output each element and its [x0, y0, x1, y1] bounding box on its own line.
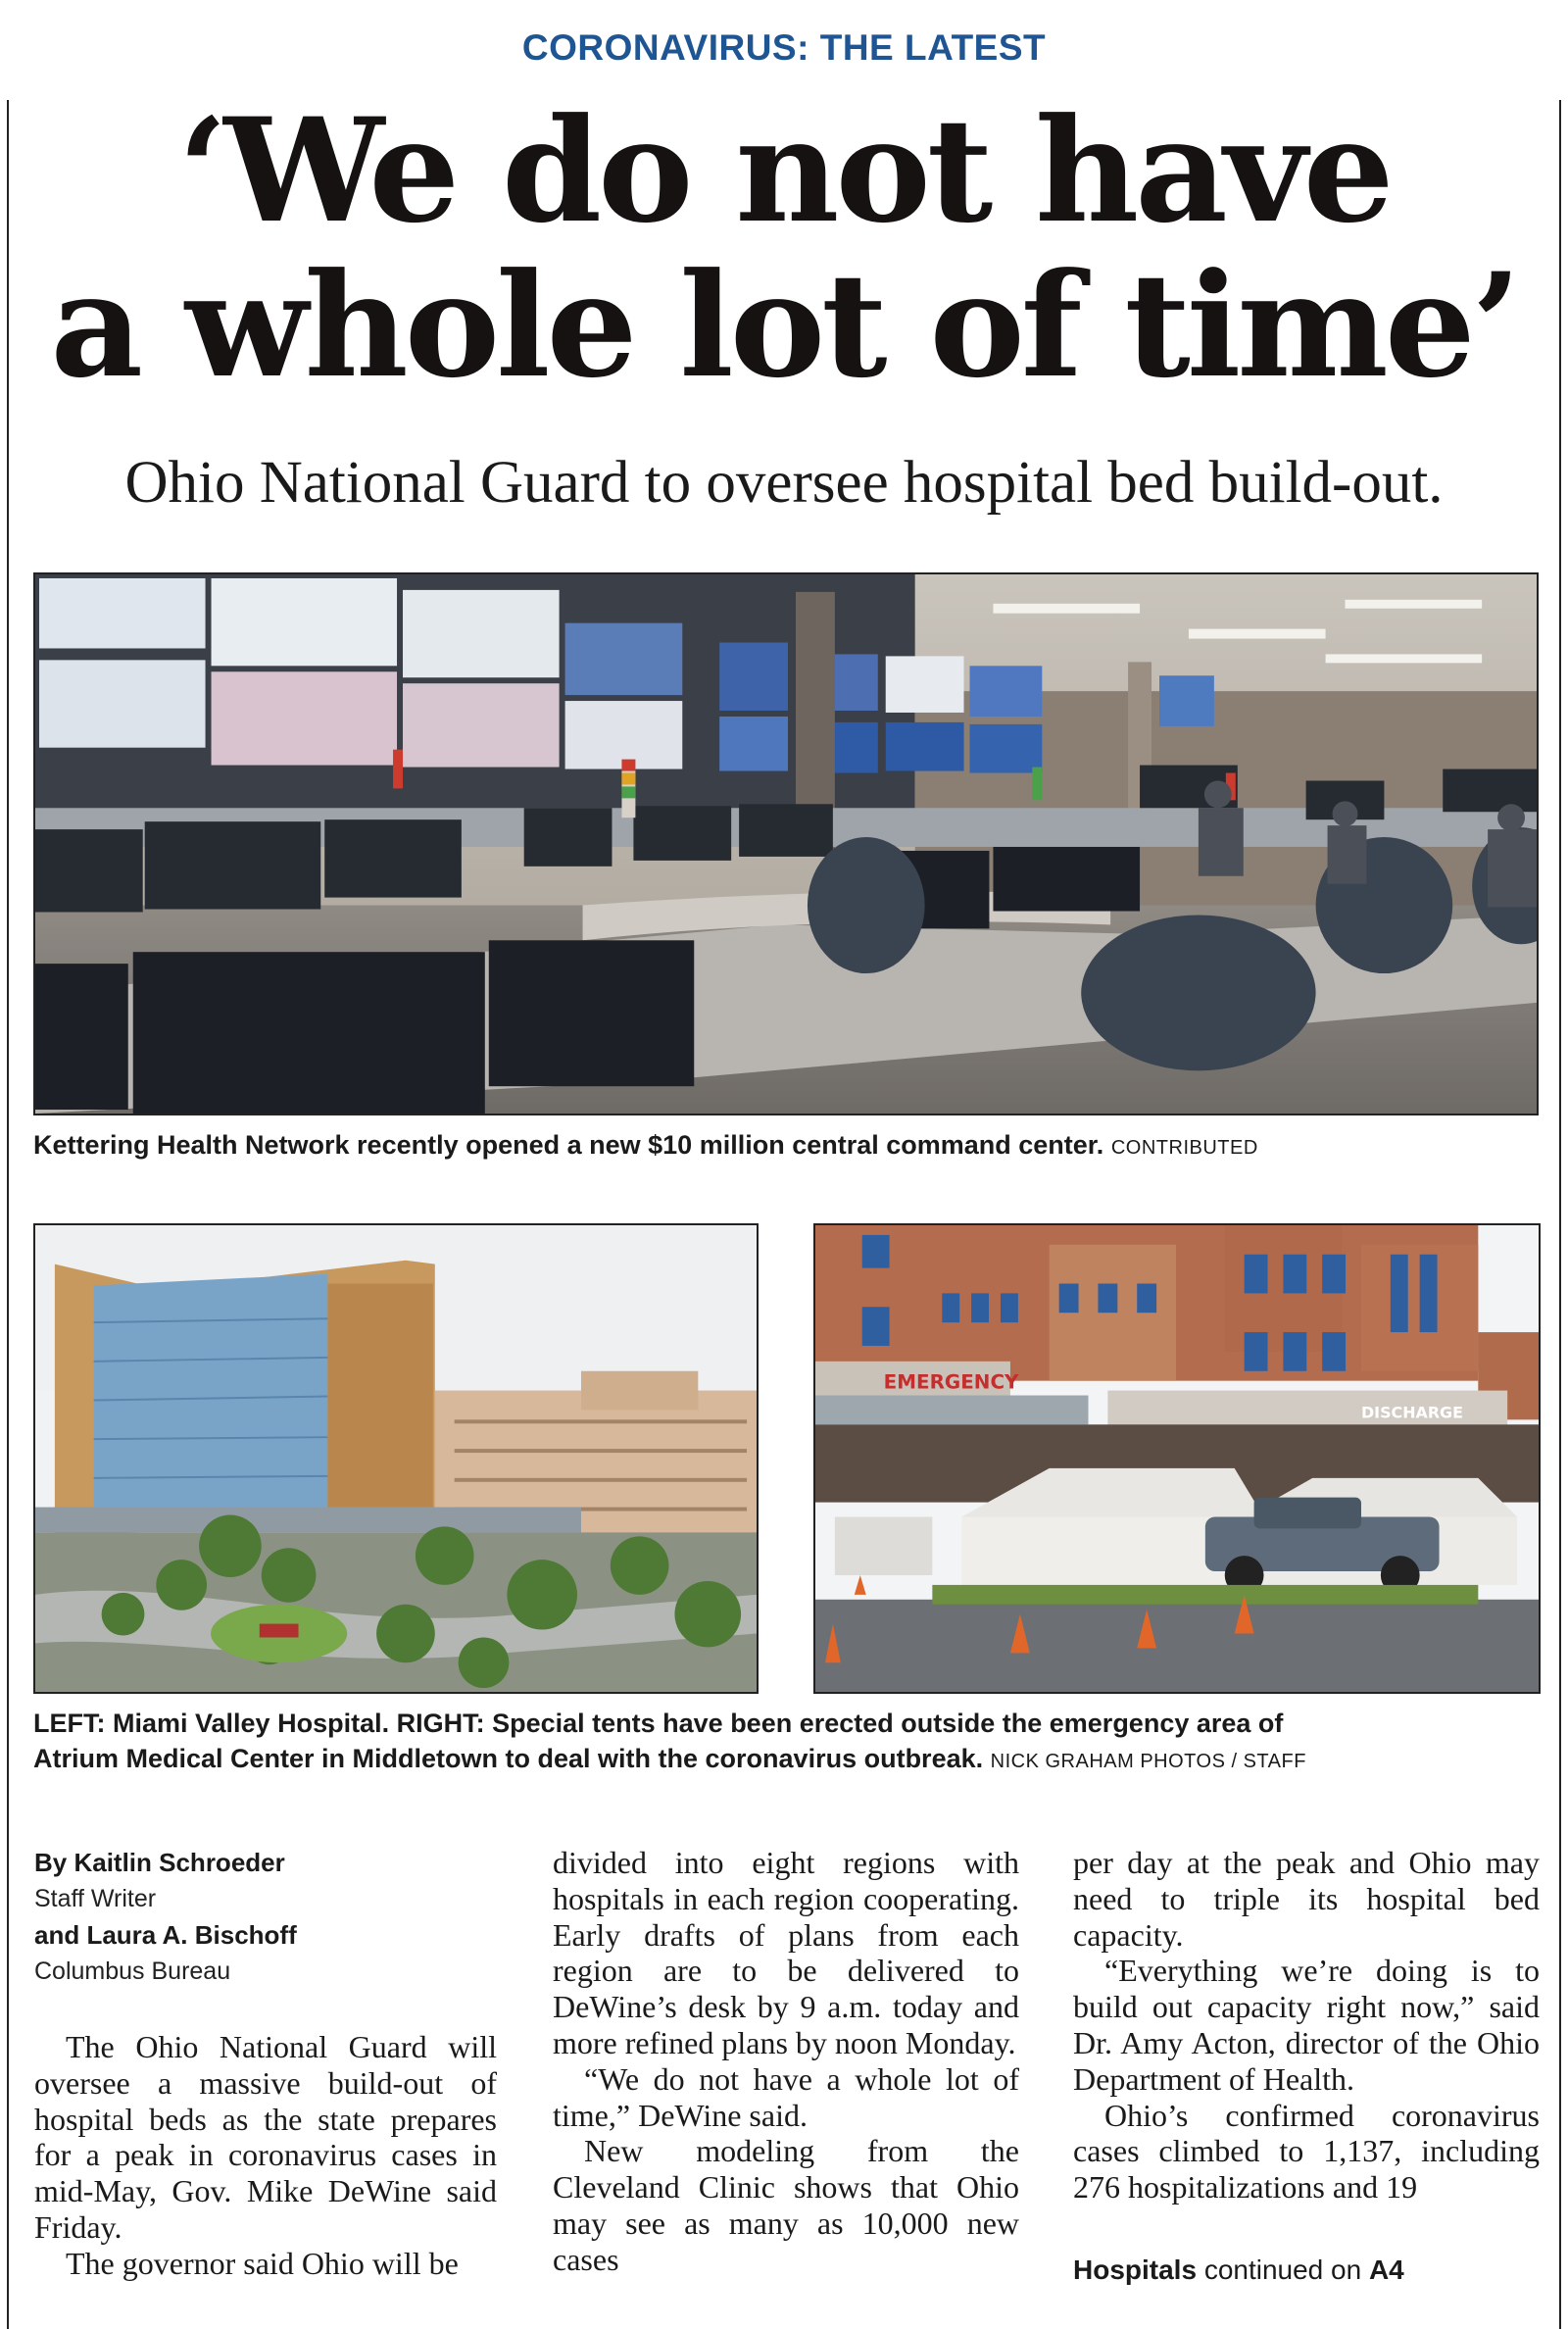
hospital-photos-caption [33, 1706, 1543, 1779]
caption-text: Kettering Health Network recently opened a new $10 million central command center. [33, 1130, 1104, 1160]
article-paragraph: “Everything we’re doing is to build out capacity right now,” said Dr. Amy Acton, director of the Ohio Department of Health. [1073, 1953, 1540, 2097]
article-paragraph: The governor said Ohio will be [66, 2245, 459, 2281]
left-border-rule [7, 100, 9, 2329]
article-paragraph: “We do not have a whole lot of time,” DeWine said. [553, 2060, 1019, 2133]
headline [20, 87, 1548, 410]
byline [34, 1845, 505, 1990]
photo-credit: NICK GRAHAM PHOTOS / STAFF [990, 1751, 1306, 1772]
command-center-photo [33, 572, 1539, 1115]
headline-line-2: a whole lot of time’ [50, 242, 1518, 410]
jump-keyword: Hospitals [1073, 2255, 1198, 2285]
author-name: By Kaitlin Schroeder [34, 1848, 285, 1877]
discharge-sign: DISCHARGE [1360, 1403, 1463, 1422]
article-column-3 [1073, 1845, 1540, 2205]
atrium-medical-center-photo [813, 1223, 1541, 1694]
author-role: Staff Writer [34, 1885, 157, 1912]
article-paragraph: New modeling from the Cleveland Clinic shows that Ohio may see as many as 10,000 new cases [553, 2133, 1019, 2277]
caption-line-1: LEFT: Miami Valley Hospital. RIGHT: Special tents have been erected outside the emergency area of [33, 1709, 1284, 1738]
right-border-rule [1559, 100, 1561, 2329]
article-column-1 [34, 2029, 497, 2282]
deck-subheadline: Ohio National Guard to oversee hospital bed build-out. [124, 450, 1444, 516]
miami-valley-hospital-photo [33, 1223, 759, 1694]
article-paragraph: Ohio’s confirmed coronavirus cases climbed to 1,137, including 276 hospitalizations and 19 [1073, 2097, 1540, 2205]
photo-credit: CONTRIBUTED [1110, 1137, 1258, 1159]
jump-page: A4 [1368, 2255, 1404, 2285]
headline-line-1: ‘We do not have [177, 87, 1391, 255]
caption-line-2-text: Atrium Medical Center in Middletown to deal with the coronavirus outbreak. [33, 1744, 984, 1773]
caption-line-2 [33, 1741, 1543, 1779]
section-kicker: CORONAVIRUS: THE LATEST [521, 27, 1047, 68]
article-paragraph: divided into eight regions with hospitals in each region cooperating. Early drafts of plans from each region are to be delivered to DeWine’s desk by 9 a.m. today and more refined plans by noon Monday. [553, 1845, 1019, 2060]
author-name: and Laura A. Bischoff [34, 1920, 297, 1950]
article-paragraph: The Ohio National Guard will oversee a massive build-out of hospital beds as the state prepares for a peak in coronavirus cases in mid-May, Gov. Mike DeWine said Friday. [34, 2029, 497, 2245]
article-column-2 [553, 1845, 1019, 2278]
jump-text: continued on [1203, 2255, 1362, 2285]
emergency-sign: EMERGENCY [883, 1370, 1019, 1394]
article-paragraph: per day at the peak and Ohio may need to triple its hospital bed capacity. [1073, 1845, 1540, 1953]
continued-on-jump[interactable] [1073, 2255, 1404, 2286]
author-role: Columbus Bureau [34, 1957, 231, 1985]
command-center-caption [33, 1127, 1543, 1165]
